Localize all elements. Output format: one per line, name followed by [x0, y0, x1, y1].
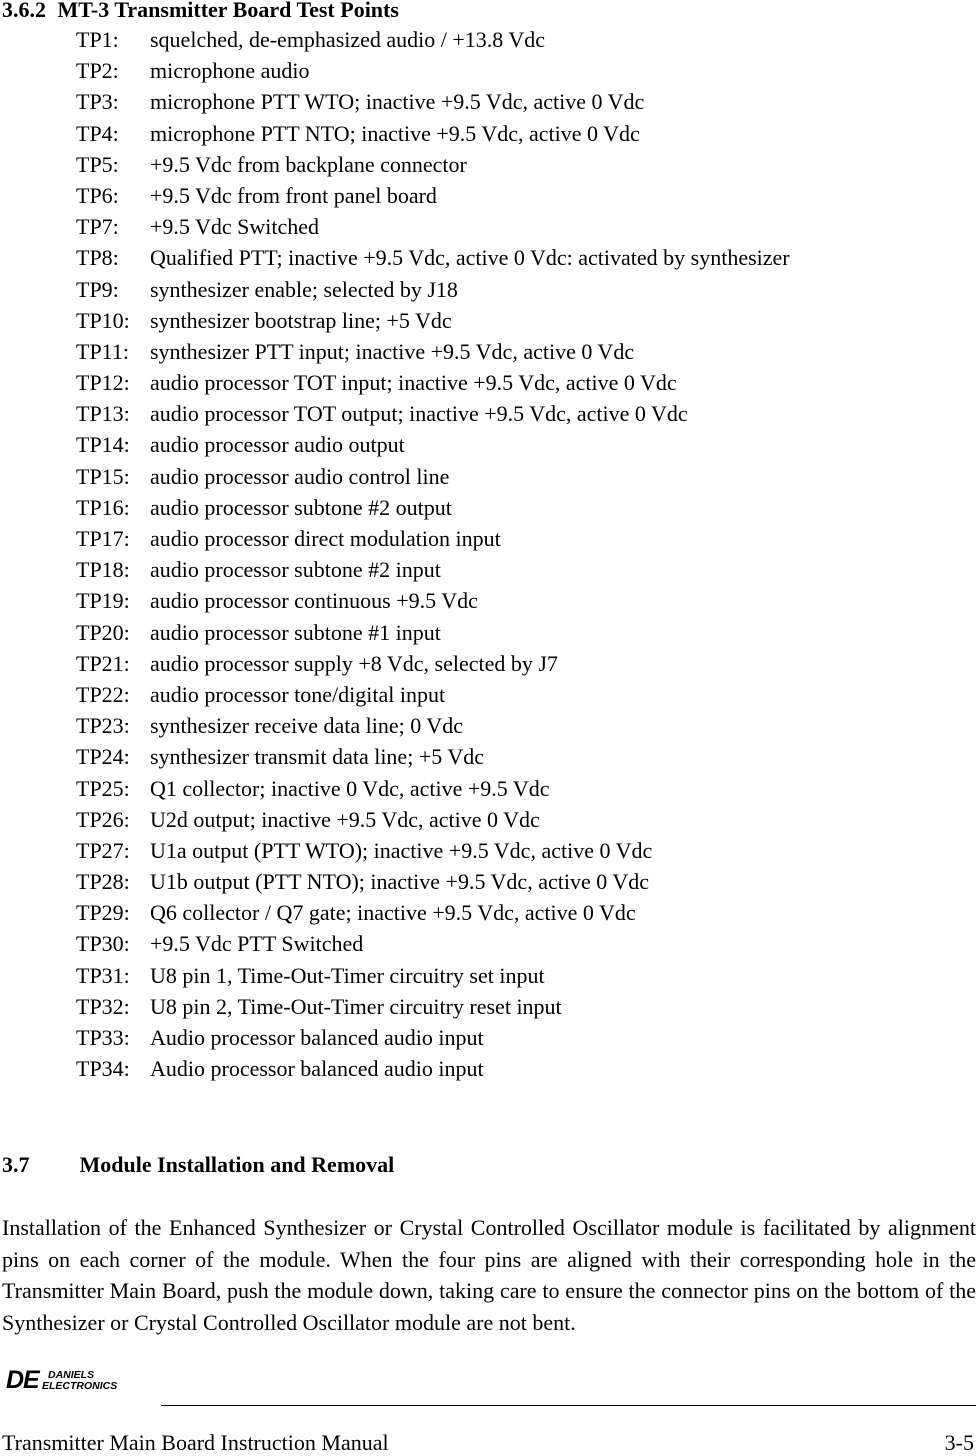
test-point-description: audio processor tone/digital input [150, 681, 446, 707]
test-point-id: TP20: [76, 619, 130, 645]
test-point-description: synthesizer transmit data line; +5 Vdc [150, 744, 484, 770]
test-point-id: TP17: [76, 526, 130, 551]
test-point-description: Audio processor balanced audio input [150, 1025, 484, 1050]
test-point-row [76, 928, 790, 959]
test-point-row [76, 461, 790, 492]
test-point-description: audio processor subtone #2 input [150, 557, 441, 583]
test-point-id: TP22: [76, 681, 130, 707]
test-point-description: U8 pin 1, Time-Out-Timer circuitry set input [150, 962, 545, 988]
test-point-description: synthesizer enable; selected by J18 [150, 276, 458, 302]
test-point-description: U1b output (PTT NTO); inactive +9.5 Vdc, active 0 Vdc [150, 869, 649, 895]
test-point-row [76, 897, 790, 928]
test-point-id: TP13: [76, 401, 130, 427]
logo-line-daniels: DANIELS [48, 1369, 95, 1381]
test-point-id: TP12: [76, 370, 130, 396]
logo-wordmark [42, 1370, 117, 1391]
test-point-description: synthesizer receive data line; 0 Vdc [150, 713, 463, 739]
test-point-row [76, 960, 790, 991]
test-point-id: TP32: [76, 993, 130, 1019]
test-point-id: TP1: [76, 27, 119, 52]
footer-divider [161, 1405, 976, 1406]
logo-mark: DE [6, 1366, 39, 1394]
test-point-row [76, 274, 790, 305]
installation-paragraph: Installation of the Enhanced Synthesizer or Crystal Controlled Oscillator module is facilitated by alignment pins on each corner of the module. When the four pins are aligned with their corresponding hole in the Transmitter Main Board, push the module down, taking care to ensure the connector pins on the bottom of the Synthesizer or Crystal Controlled Oscillator module are not bent. [2, 1215, 976, 1335]
test-point-id: TP18: [76, 557, 130, 583]
test-point-description: +9.5 Vdc from backplane connector [150, 151, 467, 177]
test-point-row [76, 835, 790, 866]
test-point-description: +9.5 Vdc PTT Switched [150, 931, 364, 957]
test-point-id: TP19: [76, 588, 130, 614]
test-point-row [76, 648, 790, 679]
test-point-row [76, 336, 790, 367]
test-point-description: audio processor audio control line [150, 463, 450, 489]
test-point-id: TP5: [76, 151, 119, 177]
test-point-row [76, 305, 790, 336]
footer-manual-title: Transmitter Main Board Instruction Manual [2, 1430, 389, 1455]
section-heading-3-7 [2, 1149, 394, 1181]
test-point-row [76, 710, 790, 741]
test-point-id: TP3: [76, 89, 119, 115]
test-point-id: TP23: [76, 713, 130, 739]
test-point-row [76, 991, 790, 1022]
footer-page-number: 3-5 [944, 1430, 974, 1455]
test-point-row [76, 1053, 790, 1084]
test-point-id: TP14: [76, 432, 130, 458]
section-number: 3.6.2 [2, 0, 46, 22]
test-point-description: squelched, de-emphasized audio / +13.8 Vdc [150, 27, 546, 52]
test-point-row [76, 429, 790, 460]
test-point-id: TP6: [76, 182, 119, 208]
test-point-id: TP2: [76, 58, 119, 84]
test-point-id: TP15: [76, 463, 130, 489]
test-point-description: Q6 collector / Q7 gate; inactive +9.5 Vdc, active 0 Vdc [150, 900, 636, 926]
section-number: 3.7 [2, 1152, 30, 1177]
test-point-row [76, 554, 790, 585]
test-point-description: +9.5 Vdc Switched [150, 214, 320, 240]
test-point-id: TP29: [76, 900, 130, 926]
test-point-description: U8 pin 2, Time-Out-Timer circuitry reset input [150, 993, 562, 1019]
test-point-row [76, 367, 790, 398]
test-point-row [76, 523, 790, 554]
test-point-description: audio processor subtone #1 input [150, 619, 441, 645]
test-point-list [76, 24, 790, 1084]
test-point-id: TP31: [76, 962, 130, 988]
section-heading-3-6-2 [2, 0, 399, 26]
test-point-row [76, 118, 790, 149]
test-point-row [76, 242, 790, 273]
test-point-row [76, 86, 790, 117]
test-point-description: synthesizer bootstrap line; +5 Vdc [150, 307, 452, 333]
test-point-row [76, 149, 790, 180]
test-point-id: TP33: [76, 1025, 130, 1050]
test-point-description: synthesizer PTT input; inactive +9.5 Vdc, active 0 Vdc [150, 338, 635, 364]
test-point-id: TP28: [76, 869, 130, 895]
test-point-row [76, 55, 790, 86]
test-point-id: TP26: [76, 806, 130, 832]
test-point-id: TP27: [76, 837, 130, 863]
test-point-description: audio processor direct modulation input [150, 526, 501, 551]
test-point-id: TP10: [76, 307, 130, 333]
test-point-description: Audio processor balanced audio input [150, 1056, 484, 1082]
test-point-row [76, 180, 790, 211]
test-point-description: microphone PTT WTO; inactive +9.5 Vdc, active 0 Vdc [150, 89, 645, 115]
test-point-row [76, 24, 790, 55]
test-point-row [76, 866, 790, 897]
test-point-description: audio processor TOT input; inactive +9.5 Vdc, active 0 Vdc [150, 370, 677, 396]
test-point-row [76, 585, 790, 616]
test-point-id: TP16: [76, 494, 130, 520]
test-point-row [76, 773, 790, 804]
test-point-description: audio processor subtone #2 output [150, 494, 452, 520]
test-point-id: TP24: [76, 744, 130, 770]
test-point-id: TP8: [76, 245, 119, 271]
section-title: Module Installation and Removal [79, 1152, 395, 1177]
test-point-description: audio processor supply +8 Vdc, selected by J7 [150, 650, 558, 676]
test-point-description: microphone audio [150, 58, 310, 84]
test-point-row [76, 211, 790, 242]
test-point-row [76, 1022, 790, 1053]
test-point-id: TP34: [76, 1056, 130, 1082]
test-point-id: TP25: [76, 775, 130, 801]
test-point-id: TP4: [76, 120, 119, 146]
test-point-description: +9.5 Vdc from front panel board [150, 182, 437, 208]
test-point-row [76, 741, 790, 772]
test-point-id: TP21: [76, 650, 130, 676]
test-point-description: U1a output (PTT WTO); inactive +9.5 Vdc, active 0 Vdc [150, 837, 653, 863]
test-point-description: Qualified PTT; inactive +9.5 Vdc, active 0 Vdc: activated by synthesizer [150, 245, 790, 271]
test-point-row [76, 492, 790, 523]
test-point-description: microphone PTT NTO; inactive +9.5 Vdc, active 0 Vdc [150, 120, 640, 146]
section-title: MT-3 Transmitter Board Test Points [57, 0, 399, 22]
logo-line-electronics: ELECTRONICS [42, 1379, 118, 1392]
test-point-id: TP11: [76, 338, 129, 364]
test-point-row [76, 804, 790, 835]
test-point-description: audio processor TOT output; inactive +9.5 Vdc, active 0 Vdc [150, 401, 688, 427]
test-point-id: TP7: [76, 214, 119, 240]
test-point-row [76, 398, 790, 429]
test-point-description: U2d output; inactive +9.5 Vdc, active 0 Vdc [150, 806, 540, 832]
test-point-description: audio processor audio output [150, 432, 405, 458]
test-point-description: Q1 collector; inactive 0 Vdc, active +9.5 Vdc [150, 775, 550, 801]
test-point-description: audio processor continuous +9.5 Vdc [150, 588, 478, 614]
test-point-row [76, 679, 790, 710]
test-point-row [76, 617, 790, 648]
test-point-id: TP30: [76, 931, 130, 957]
test-point-id: TP9: [76, 276, 119, 302]
